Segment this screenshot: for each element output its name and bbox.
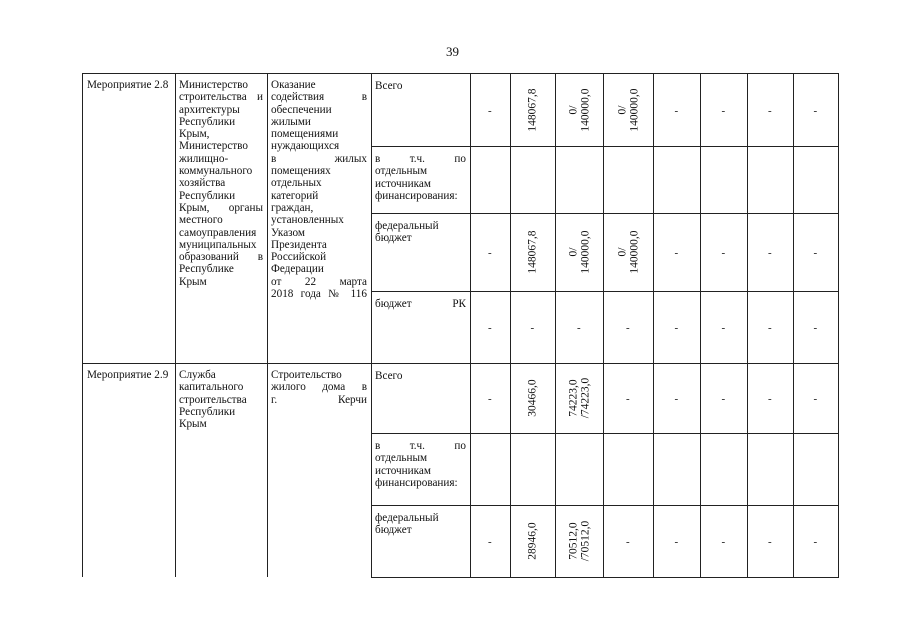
table-rule [371,363,839,364]
performer-cell-line: Крым [179,275,207,288]
description-cell-line: нуждающихся [271,140,340,153]
funding-value [527,88,539,131]
empty-value-dash: - [488,322,492,334]
funding-value-line: 140000,0 [628,87,641,132]
performer-cell-line: строительства [179,393,247,406]
funding-value-line: 74223,0 [566,379,579,417]
performer-cell-line: Крым [179,418,207,431]
table-rule [371,505,839,506]
funding-source-label [372,298,469,310]
empty-value-dash: - [813,104,818,117]
funding-source-label-line: финансирования: [375,189,458,202]
description-cell-line: Оказание [271,79,316,91]
funding-value-line: 140000,0 [579,87,592,132]
description-cell-line: 2018 года № 116 [271,288,367,301]
description-cell-line: содействия в [271,91,367,104]
funding-value-line: /74223,0 [578,377,591,419]
funding-value-line: 148067,8 [526,230,539,274]
performer-cell-line: Крым, органы [179,201,263,214]
description-cell-line: Строительство [271,369,342,381]
description-cell-line: Президента [271,238,327,251]
description-cell-line: граждан, [271,201,314,214]
description-cell-line: от 22 марта [271,275,367,288]
funding-value [567,230,591,273]
empty-value-dash: - [768,536,772,548]
page-number: 39 [446,44,459,59]
description-cell-line: Указом [271,226,305,239]
performer-cell-line: Министерство [179,140,248,153]
description-cell-line: Федерации [271,263,324,276]
table-rule [470,73,471,578]
funding-source-label [372,80,469,92]
funding-source-label-line: Всего [375,80,403,92]
table-rule [371,213,839,214]
empty-value-dash: - [721,393,726,405]
description-cell [268,79,370,300]
funding-value-line: 30466,0 [526,379,539,417]
budget-table [82,73,838,577]
description-cell-line: помещениями [271,128,339,141]
table-rule [371,146,839,147]
funding-value [527,522,539,559]
description-cell-line: г. Керчи [271,393,367,406]
empty-value-dash: - [626,536,630,548]
empty-value-dash: - [626,393,630,405]
description-cell-line: Российской [271,251,327,264]
empty-value-dash: - [488,393,492,405]
funding-value-line: 0/ [567,247,580,257]
funding-source-label-line: источникам [375,177,431,190]
performer-cell-line: Крым, [179,128,210,141]
funding-source-label-line: отдельным [375,452,428,465]
funding-source-label-line: федеральный [375,512,439,524]
empty-value-dash: - [674,322,679,334]
description-cell-line: отдельных [271,177,322,190]
performer-cell-line: Республики [179,405,236,418]
table-rule [371,73,372,577]
empty-value-dash: - [626,322,630,334]
description-cell-line: в жилых [271,152,367,165]
performer-cell-line: хозяйства [179,177,226,190]
funding-source-label-line: финансирования: [375,476,458,489]
empty-value-dash: - [488,104,492,117]
empty-value-dash: - [488,247,492,259]
description-cell-line: помещениях [271,165,331,178]
description-cell-line: обеспечении [271,103,332,116]
funding-source-label-line: Всего [375,370,403,382]
empty-value-dash: - [813,322,818,334]
measure-cell: Мероприятие 2.8 [87,79,169,91]
empty-value-dash: - [721,247,726,259]
description-cell-line: жилого дома в [271,381,367,394]
table-rule [747,73,748,578]
table-rule [82,73,83,577]
funding-source-label [372,153,469,202]
description-cell-line: установленных [271,214,344,227]
table-rule [555,73,556,578]
performer-cell-line: муниципальных [179,238,257,251]
funding-value [616,230,640,273]
table-rule [82,363,371,364]
funding-value-line: 140000,0 [628,230,641,274]
funding-source-label-line: бюджет [375,524,412,537]
funding-value-line: 70512,0 [566,522,579,560]
performer-cell-line: самоуправления [179,226,257,239]
measure-cell: Мероприятие 2.9 [87,369,169,381]
empty-value-dash: - [530,322,535,334]
empty-value-dash: - [813,393,818,405]
funding-value [616,88,640,131]
funding-source-label-line: источникам [375,464,431,477]
performer-cell-line: Республики [179,189,236,202]
empty-value-dash: - [813,536,818,548]
performer-cell-line: капитального [179,381,244,394]
empty-value-dash: - [721,536,726,548]
table-rule [371,291,839,292]
table-rule [510,73,511,578]
empty-value-dash: - [674,247,679,259]
funding-value [567,521,591,562]
performer-cell-line: Министерство [179,79,248,91]
table-rule [653,73,654,578]
description-cell-line: категорий [271,189,319,202]
table-rule [371,577,839,578]
performer-cell-line: образований в [179,251,263,264]
empty-value-dash: - [577,322,581,334]
performer-cell-line: местного [179,214,223,227]
funding-value-line: 28946,0 [526,522,539,560]
table-rule [603,73,604,578]
funding-source-label [372,370,469,382]
funding-source-label [372,440,469,489]
empty-value-dash: - [488,536,492,548]
empty-value-dash: - [721,322,726,334]
funding-value [527,230,539,273]
empty-value-dash: - [768,247,772,259]
funding-source-label-line: в т.ч. по [375,153,466,165]
funding-value [567,378,591,419]
table-rule [700,73,701,578]
performer-cell-line: Республике [179,263,234,276]
table-rule [371,433,839,434]
empty-value-dash: - [768,393,772,405]
funding-source-label-line: бюджет [375,232,412,245]
funding-source-label-line: в т.ч. по [375,440,466,452]
table-rule [793,73,794,578]
empty-value-dash: - [721,104,726,117]
table-rule [371,73,839,74]
funding-value-line: 140000,0 [579,230,592,274]
empty-value-dash: - [768,104,772,117]
funding-value-line: /70512,0 [578,520,591,562]
funding-value-line: 0/ [567,105,580,114]
empty-value-dash: - [674,536,679,548]
empty-value-dash: - [674,104,679,117]
funding-source-label [372,220,469,245]
performer-cell-line: жилищно- [179,152,229,165]
description-cell-line: жилыми [271,115,311,128]
performer-cell-line: строительства и [179,91,263,104]
funding-value-line: 0/ [616,105,629,114]
performer-cell-line: коммунального [179,165,253,178]
funding-value-line: 0/ [616,247,629,257]
empty-value-dash: - [768,322,772,334]
performer-cell [176,79,266,288]
funding-value [527,379,539,416]
funding-source-label-line: федеральный [375,220,439,232]
funding-source-label [372,512,469,537]
funding-source-label-line: отдельным [375,165,428,178]
description-cell [268,369,370,406]
performer-cell [176,369,266,430]
funding-value-line: 148067,8 [526,87,539,132]
performer-cell-line: архитектуры [179,103,240,116]
funding-value [567,88,591,131]
funding-source-label-line: бюджет РК [375,298,466,310]
empty-value-dash: - [813,247,818,259]
performer-cell-line: Служба [179,369,216,381]
empty-value-dash: - [674,393,679,405]
performer-cell-line: Республики [179,115,236,128]
table-rule [838,73,839,578]
